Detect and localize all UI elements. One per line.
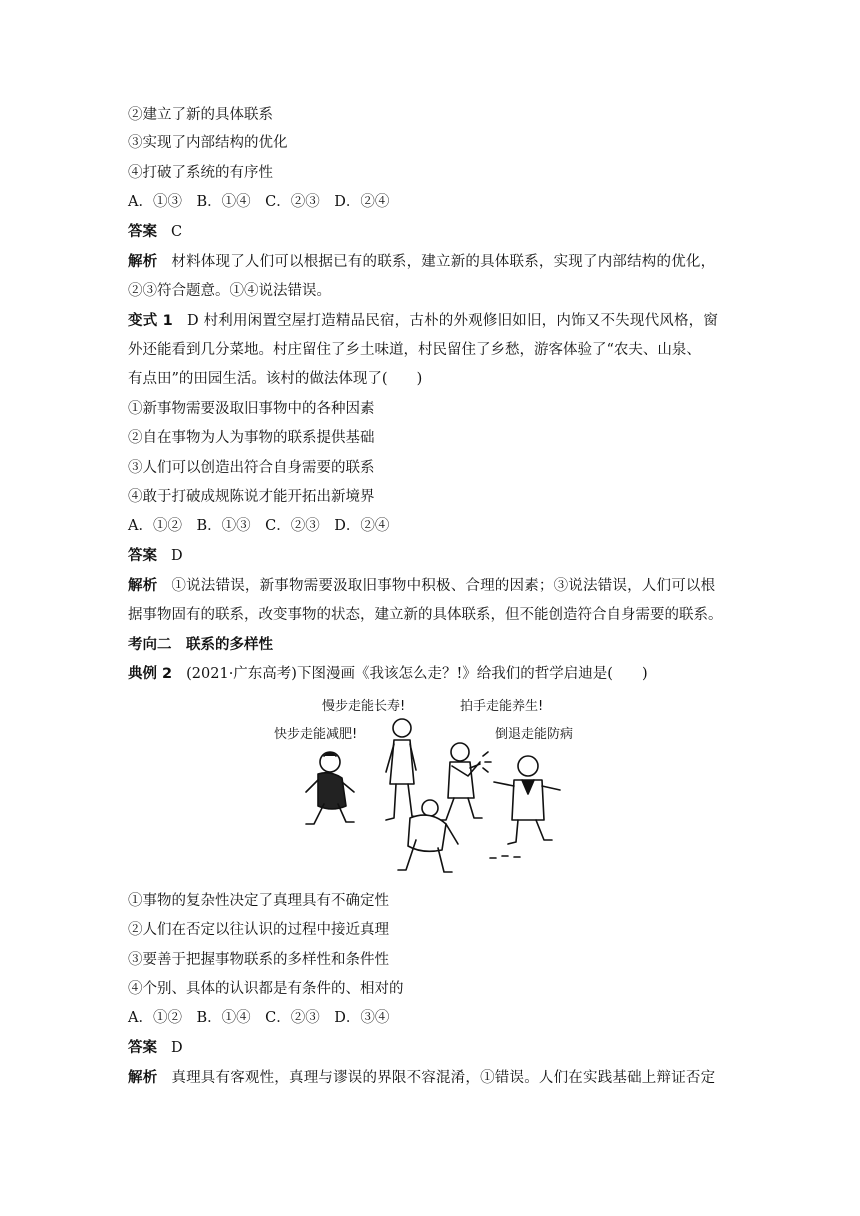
answer-line bbox=[128, 1038, 183, 1058]
example-text: (2021·广东高考)下图漫画《我该怎么走？!》给我们的哲学启迪是( ) bbox=[186, 666, 648, 682]
explanation-line: 据事物固有的联系，改变事物的状态，建立新的具体联系，但不能创造符合自身需要的联系。 bbox=[128, 607, 723, 623]
variant-tag: 变式 1 bbox=[128, 313, 173, 329]
option-line: ④敢于打破成规陈说才能开拓出新境界 bbox=[128, 489, 375, 505]
explanation-text: 材料体现了人们可以根据已有的联系，建立新的具体联系，实现了内部结构的优化， bbox=[171, 254, 716, 270]
variant-line bbox=[128, 311, 718, 331]
variant-line: 有点田”的田园生活。该村的做法体现了( ) bbox=[128, 371, 423, 387]
answer-line bbox=[128, 222, 182, 242]
speech-bubble-backward-walk: 倒退走能防病 bbox=[495, 727, 574, 742]
option-line: ②建立了新的具体联系 bbox=[128, 107, 273, 123]
answer-line bbox=[128, 546, 183, 566]
option-line: ③要善于把握事物联系的多样性和条件性 bbox=[128, 952, 389, 968]
explanation-text: 真理具有客观性，真理与谬误的界限不容混淆，①错误。人们在实践基础上辩证否定 bbox=[171, 1070, 716, 1086]
speech-bubble-slow-walk: 慢步走能长寿! bbox=[322, 699, 406, 714]
choices-line: A．①② B．①③ C．②③ D．②④ bbox=[128, 518, 390, 534]
slow-walker-figure bbox=[386, 719, 420, 820]
answer-tag: 答案 bbox=[128, 548, 157, 564]
option-line: ④个别、具体的认识都是有条件的、相对的 bbox=[128, 981, 404, 997]
variant-text: D 村利用闲置空屋打造精品民宿，古朴的外观修旧如旧，内饰又不失现代风格，窗 bbox=[186, 313, 719, 329]
choices-line: A．①③ B．①④ C．②③ D．②④ bbox=[128, 194, 390, 210]
option-line: ③实现了内部结构的优化 bbox=[128, 135, 288, 151]
footprints bbox=[490, 856, 520, 858]
speech-bubble-clap-walk: 拍手走能养生! bbox=[460, 699, 544, 714]
option-line: ①事物的复杂性决定了真理具有不确定性 bbox=[128, 893, 389, 909]
backward-walker-figure bbox=[494, 756, 560, 844]
answer-value: C bbox=[171, 224, 183, 240]
explanation-tag: 解析 bbox=[128, 254, 158, 270]
explanation-line: ②③符合题意。①④说法错误。 bbox=[128, 283, 331, 299]
explanation-tag: 解析 bbox=[128, 578, 158, 594]
variant-line: 外还能看到几分菜地。村庄留住了乡土味道，村民留住了乡愁，游客体验了“农夫、山泉、 bbox=[128, 342, 701, 358]
explanation-tag: 解析 bbox=[128, 1070, 158, 1086]
option-line: ④打破了系统的有序性 bbox=[128, 165, 273, 181]
option-line: ①新事物需要汲取旧事物中的各种因素 bbox=[128, 401, 375, 417]
cartoon-illustration bbox=[270, 690, 620, 880]
explanation-text: ①说法错误，新事物需要汲取旧事物中积极、合理的因素；③说法错误，人们可以根 bbox=[171, 578, 716, 594]
option-line: ③人们可以创造出符合自身需要的联系 bbox=[128, 460, 375, 476]
answer-tag: 答案 bbox=[128, 224, 157, 240]
answer-value: D bbox=[171, 548, 183, 564]
option-line: ②自在事物为人为事物的联系提供基础 bbox=[128, 430, 375, 446]
answer-tag: 答案 bbox=[128, 1040, 157, 1056]
explanation-line bbox=[128, 1068, 715, 1088]
fast-walker-figure bbox=[306, 752, 354, 824]
option-line: ②人们在否定以往认识的过程中接近真理 bbox=[128, 922, 389, 938]
example-tag: 典例 2 bbox=[128, 666, 173, 682]
choices-line: A．①② B．①④ C．②③ D．③④ bbox=[128, 1010, 390, 1026]
speech-bubble-fast-walk: 快步走能减肥! bbox=[274, 727, 358, 742]
example-line bbox=[128, 664, 648, 684]
explanation-line bbox=[128, 252, 715, 272]
explanation-line bbox=[128, 576, 715, 596]
clap-walker-figure bbox=[438, 743, 491, 820]
section-heading: 考向二 联系的多样性 bbox=[128, 637, 273, 653]
answer-value: D bbox=[171, 1040, 183, 1056]
